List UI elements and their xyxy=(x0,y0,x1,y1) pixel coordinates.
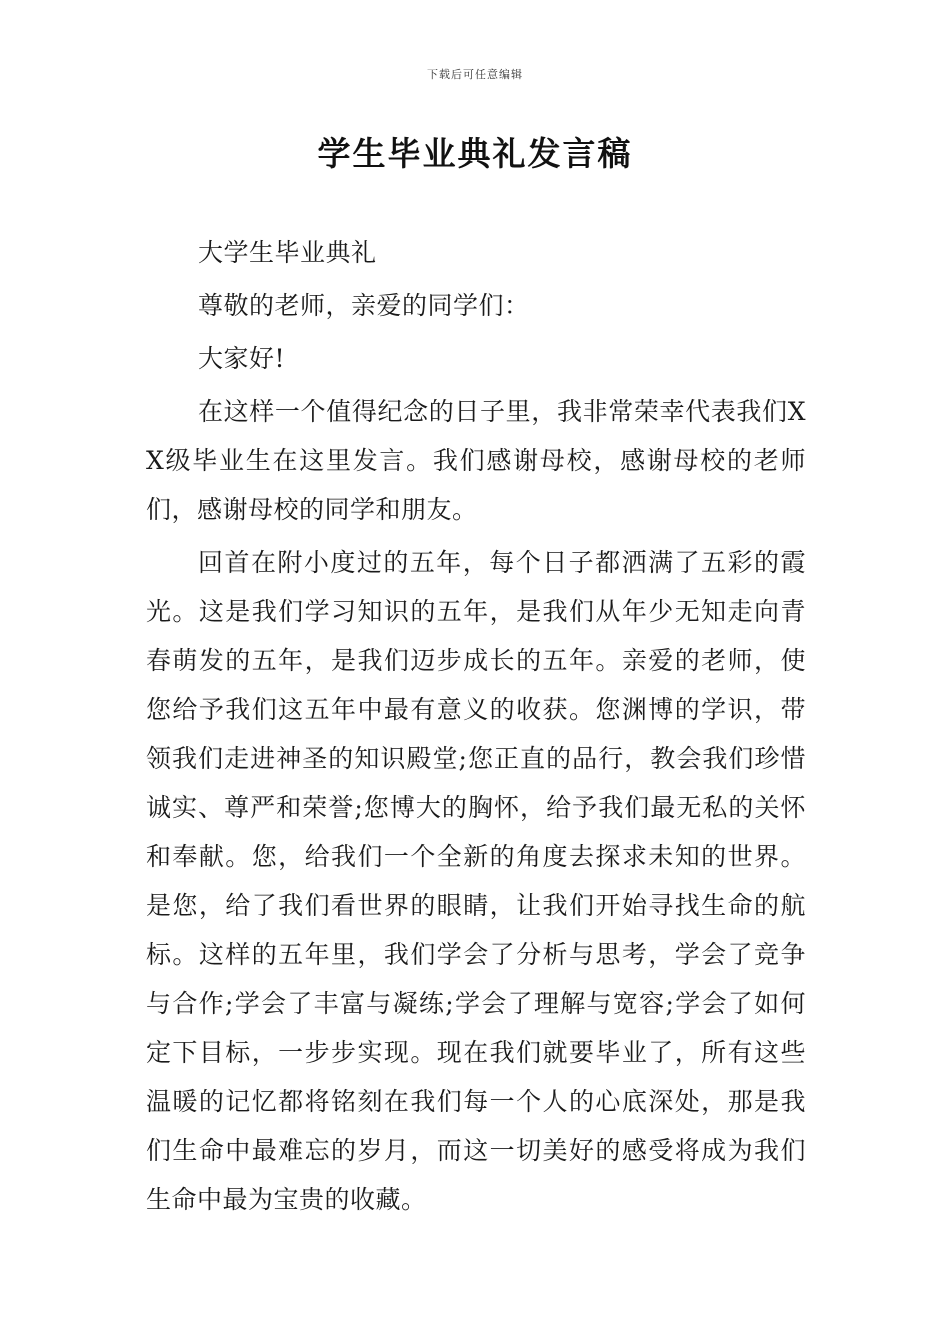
header-note: 下载后可任意编辑 xyxy=(427,68,523,81)
paragraph-main: 回首在附小度过的五年，每个日子都洒满了五彩的霞光。这是我们学习知识的五年，是我们从年少无知走向青春萌发的五年，是我们迈步成长的五年。亲爱的老师，使您给予我们这五年中最有意义的收获。您渊博的学识，带领我们走进神圣的知识殿堂;您正直的品行，教会我们珍惜诚实、尊严和荣誉;您博大的胸怀，给予我们最无私的关怀和奉献。您，给我们一个全新的角度去探求未知的世界。是您，给了我们看世界的眼睛，让我们开始寻找生命的航标。这样的五年里，我们学会了分析与思考，学会了竞争与合作;学会了丰富与凝练;学会了理解与宽容;学会了如何定下目标，一步步实现。现在我们就要毕业了，所有这些温暖的记忆都将铭刻在我们每一个人的心底深处，那是我们生命中最难忘的岁月，而这一切美好的感受将成为我们生命中最为宝贵的收藏。 xyxy=(146,548,806,1214)
paragraph-salutation: 尊敬的老师，亲爱的同学们： xyxy=(198,291,530,320)
paragraph-intro: 在这样一个值得纪念的日子里，我非常荣幸代表我们XX级毕业生在这里发言。我们感谢母校，感谢母校的老师们，感谢母校的同学和朋友。 xyxy=(146,397,806,524)
document-title: 学生毕业典礼发言稿 xyxy=(317,134,633,173)
document-body xyxy=(146,228,806,1224)
paragraph-greeting: 大家好! xyxy=(198,344,286,373)
paragraph-subtitle: 大学生毕业典礼 xyxy=(198,238,377,267)
